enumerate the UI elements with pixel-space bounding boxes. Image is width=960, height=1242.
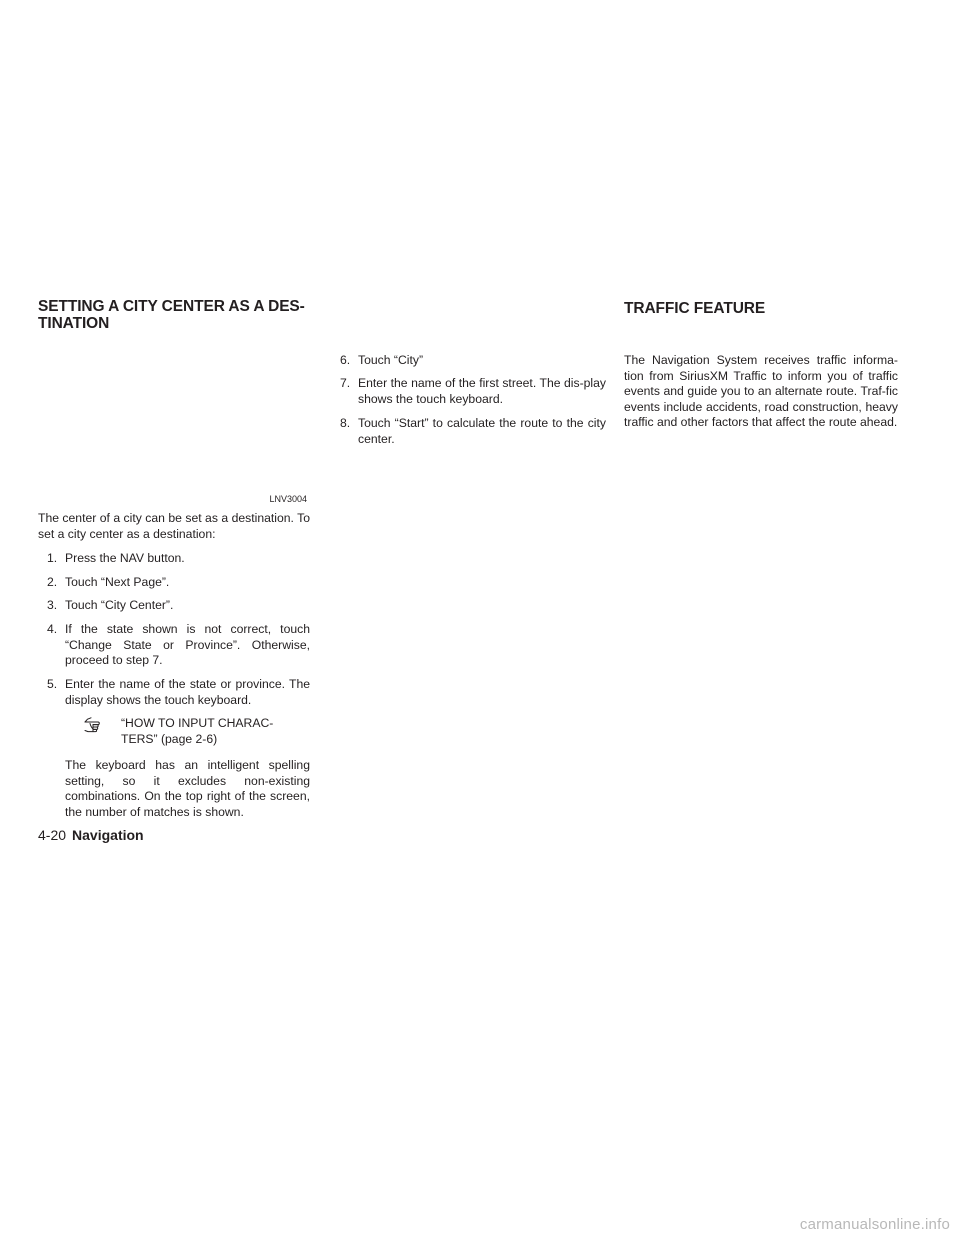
step-text: Touch “City Center”.	[65, 598, 174, 612]
step-text: Touch “City”	[358, 353, 424, 367]
step-text: If the state shown is not correct, touch “Change State or Province”. Otherwise, proceed to step 7.	[65, 622, 310, 667]
step-6	[340, 353, 606, 369]
step-4	[47, 622, 310, 670]
watermark: carmanualsonline.info	[799, 1216, 950, 1233]
right-section-heading: TRAFFIC FEATURE	[624, 300, 766, 317]
step-text: Touch “Next Page”.	[65, 575, 170, 589]
left-section-heading: SETTING A CITY CENTER AS A DES- TINATION	[38, 298, 305, 332]
step-2	[47, 575, 310, 591]
step-number: 8.	[340, 416, 351, 430]
step-3	[47, 598, 310, 614]
figure-id: LNV3004	[269, 494, 307, 504]
step-8	[340, 416, 606, 448]
step-text: Enter the name of the state or province. The display shows the touch keyboard.	[65, 677, 310, 707]
keyboard-note: The keyboard has an intelligent spelling setting, so it excludes non-existing combinations. On the top right of the screen, the number of matches is shown.	[65, 758, 310, 819]
step-text: Touch “Start” to calculate the route to the city center.	[358, 416, 606, 446]
step-number: 7.	[340, 376, 351, 390]
reference-link[interactable]: “HOW TO INPUT CHARAC- TERS” (page 2-6)	[121, 716, 274, 746]
step-number: 5.	[47, 677, 58, 691]
intro-paragraph: The center of a city can be set as a destination. To set a city center as a destination:	[38, 511, 310, 541]
page-footer	[38, 827, 338, 843]
page-number: 4-20	[38, 827, 67, 843]
step-5	[47, 677, 310, 709]
step-number: 4.	[47, 622, 58, 636]
step-number: 2.	[47, 575, 58, 589]
step-number: 3.	[47, 598, 58, 612]
step-1	[47, 551, 310, 567]
step-number: 1.	[47, 551, 58, 565]
pointing-hand-icon	[84, 715, 106, 733]
traffic-paragraph: The Navigation System receives traffic informa-tion from SiriusXM Traffic to inform you of traffic events and guide you to an alternate route. Traf-fic events include accidents, road construction, heavy traffic and other factors that affect the route ahead.	[624, 353, 898, 429]
step-text: Enter the name of the first street. The dis-play shows the touch keyboard.	[358, 376, 606, 406]
step-text: Press the NAV button.	[65, 551, 185, 565]
section-name: Navigation	[72, 827, 144, 843]
step-number: 6.	[340, 353, 351, 367]
step-7	[340, 376, 606, 408]
